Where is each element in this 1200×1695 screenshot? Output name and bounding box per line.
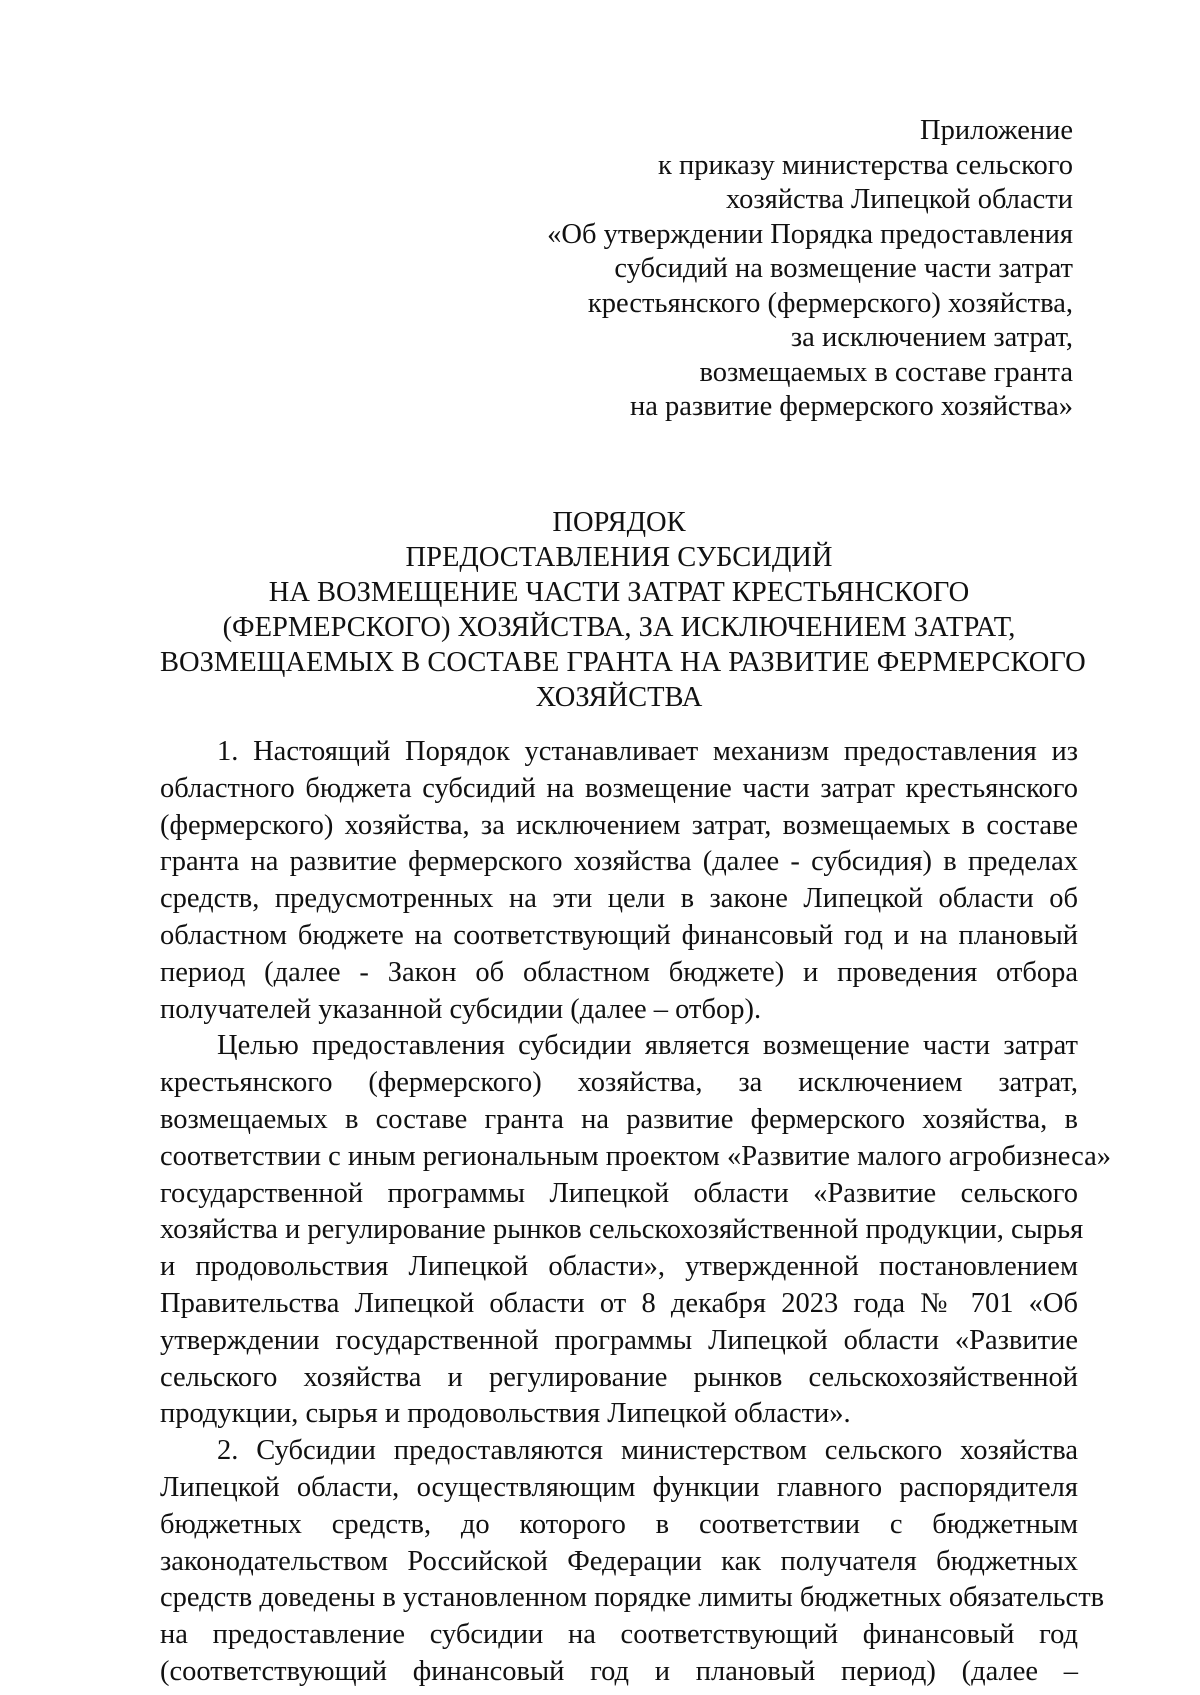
paragraph-line: 2. Субсидии предоставляются министерством сельского хозяйства [217, 1435, 1078, 1467]
paragraph-line: средств доведены в установленном порядке лимиты бюджетных обязательств [160, 1582, 1105, 1614]
paragraph-line: средств, предусмотренных на эти цели в законе Липецкой области об [160, 883, 1078, 915]
paragraph-line: государственной программы Липецкой области «Развитие сельского [160, 1177, 1078, 1209]
paragraph-line: период (далее - Закон об областном бюджете) и проведения отбора [160, 956, 1078, 988]
paragraph-line: утверждении государственной программы Липецкой области «Развитие [160, 1324, 1078, 1356]
appendix-line: хозяйства Липецкой области [725, 184, 1073, 215]
title-line: НА ВОЗМЕЩЕНИЕ ЧАСТИ ЗАТРАТ КРЕСТЬЯНСКОГО [268, 577, 970, 608]
paragraph-line: бюджетных средств, до которого в соответствии с бюджетным [160, 1508, 1078, 1540]
appendix-line: к приказу министерства сельского [658, 149, 1073, 181]
paragraph-line: крестьянского (фермерского) хозяйства, за исключением затрат, [160, 1067, 1078, 1099]
paragraph-line: Целью предоставления субсидии является возмещение части затрат [217, 1030, 1078, 1062]
paragraph-line: возмещаемых в составе гранта на развитие фермерского хозяйства, в [160, 1103, 1078, 1135]
document-title [160, 505, 1086, 715]
paragraph-line: продукции, сырья и продовольствия Липецкой области». [160, 1398, 851, 1430]
title-line: ВОЗМЕЩАЕМЫХ В СОСТАВЕ ГРАНТА НА РАЗВИТИЕ ФЕРМЕРСКОГО [160, 647, 1086, 678]
paragraph-1 [160, 734, 1078, 1028]
paragraph-purpose [160, 1028, 1112, 1433]
paragraph-line: Липецкой области, осуществляющим функции главного распорядителя [160, 1471, 1078, 1503]
appendix-line: субсидий на возмещение части затрат [614, 253, 1073, 284]
paragraph-line: областном бюджете на соответствующий финансовый год и на плановый [160, 919, 1078, 951]
appendix-line: за исключением затрат, [790, 322, 1073, 353]
paragraph-line: областного бюджета субсидий на возмещение части затрат крестьянского [160, 772, 1078, 804]
paragraph-line: законодательством Российской Федерации как получателя бюджетных [160, 1545, 1078, 1577]
paragraph-line: сельского хозяйства и регулирование рынков сельскохозяйственной [160, 1361, 1078, 1393]
document-body [160, 734, 1112, 1691]
paragraph-line: (фермерского) хозяйства, за исключением затрат, возмещаемых в составе [160, 809, 1078, 841]
appendix-line: Приложение [920, 115, 1073, 146]
title-line: ПОРЯДОК [552, 507, 686, 538]
paragraph-line: на предоставление субсидии на соответствующий финансовый год [160, 1619, 1078, 1651]
appendix-line: на развитие фермерского хозяйства» [629, 391, 1073, 422]
paragraph-line: (соответствующий финансовый год и плановый период) (далее – [160, 1655, 1078, 1687]
paragraph-line: гранта на развитие фермерского хозяйства (далее - субсидия) в пределах [160, 846, 1078, 878]
appendix-line: «Об утверждении Порядка предоставления [547, 218, 1073, 250]
title-line: (ФЕРМЕРСКОГО) ХОЗЯЙСТВА, ЗА ИСКЛЮЧЕНИЕМ ЗАТРАТ, [222, 612, 1016, 643]
paragraph-line: 1. Настоящий Порядок устанавливает механизм предоставления из [217, 736, 1078, 767]
appendix-line: крестьянского (фермерского) хозяйства, [587, 287, 1073, 319]
appendix-line: возмещаемых в составе гранта [699, 356, 1073, 388]
title-line: ПРЕДОСТАВЛЕНИЯ СУБСИДИЙ [405, 542, 833, 573]
paragraph-line: соответствии с иным региональным проектом «Развитие малого агробизнеса» [160, 1140, 1112, 1172]
paragraph-line: хозяйства и регулирование рынков сельскохозяйственной продукции, сырья [160, 1214, 1084, 1246]
paragraph-2 [160, 1433, 1105, 1691]
paragraph-line: Правительства Липецкой области от 8 декабря 2023 года № 701 «Об [160, 1287, 1078, 1319]
paragraph-line: получателей указанной субсидии (далее – отбор). [160, 993, 762, 1025]
appendix-header [373, 114, 1073, 425]
title-line: ХОЗЯЙСТВА [535, 682, 703, 713]
paragraph-line: и продовольствия Липецкой области», утвержденной постановлением [160, 1251, 1078, 1283]
